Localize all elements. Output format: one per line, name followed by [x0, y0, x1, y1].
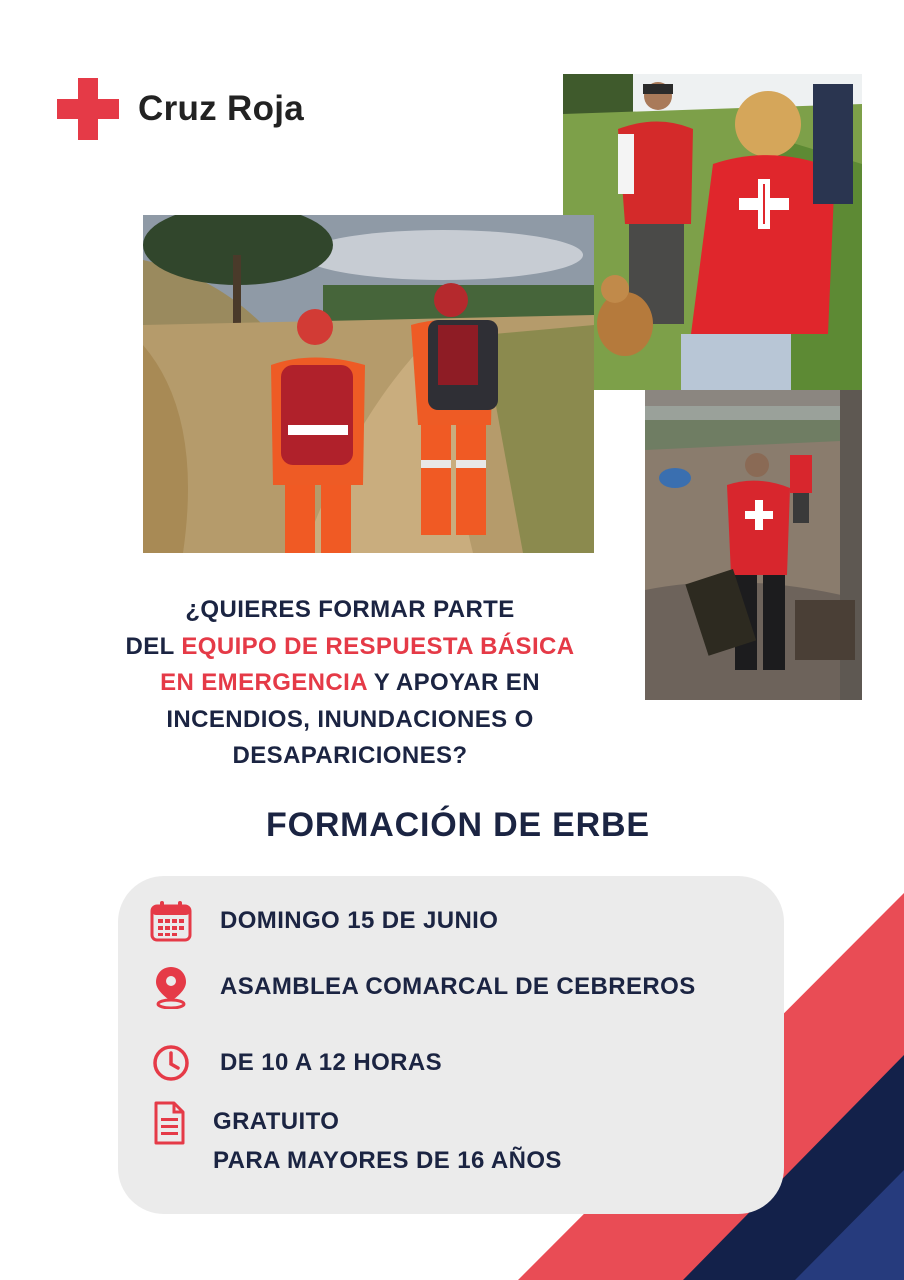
question-line-3-suffix: Y APOYAR EN [367, 669, 540, 696]
detail-date [150, 900, 498, 942]
red-cross-logo-icon [57, 78, 119, 140]
document-icon [148, 1102, 190, 1144]
question-line-5: DESAPARICIONES? [232, 742, 468, 769]
question-highlight-team: EQUIPO DE RESPUESTA BÁSICA [181, 632, 575, 660]
question-line-3 [90, 665, 610, 702]
brand-logo [57, 78, 304, 140]
brand-name: Cruz Roja [138, 89, 305, 128]
detail-time [150, 1042, 442, 1084]
detail-time-text: DE 10 A 12 HORAS [220, 1049, 443, 1076]
detail-price-line-1: GRATUITO [213, 1108, 340, 1135]
question-line-1: ¿QUIERES FORMAR PARTE [185, 596, 515, 623]
question-line-2 [90, 629, 610, 666]
photo-volunteers [563, 74, 862, 390]
question-line-2-prefix: DEL [125, 632, 182, 660]
photo-flood [645, 390, 862, 700]
detail-place [150, 966, 696, 1008]
detail-price [148, 1102, 562, 1180]
training-title: FORMACIÓN DE ERBE [266, 806, 650, 844]
question-text [90, 592, 610, 775]
location-pin-icon [150, 966, 192, 1008]
clock-icon [150, 1042, 192, 1084]
photo-hikers [143, 215, 594, 553]
calendar-icon [150, 900, 192, 942]
question-line-4: INCENDIOS, INUNDACIONES O [166, 705, 534, 733]
detail-place-text: ASAMBLEA COMARCAL DE CEBREROS [220, 973, 696, 1000]
detail-date-text: DOMINGO 15 DE JUNIO [220, 907, 499, 934]
detail-price-line-2: PARA MAYORES DE 16 AÑOS [213, 1147, 562, 1174]
question-highlight-emergency: EN EMERGENCIA [160, 669, 368, 696]
detail-price-text [213, 1102, 562, 1180]
